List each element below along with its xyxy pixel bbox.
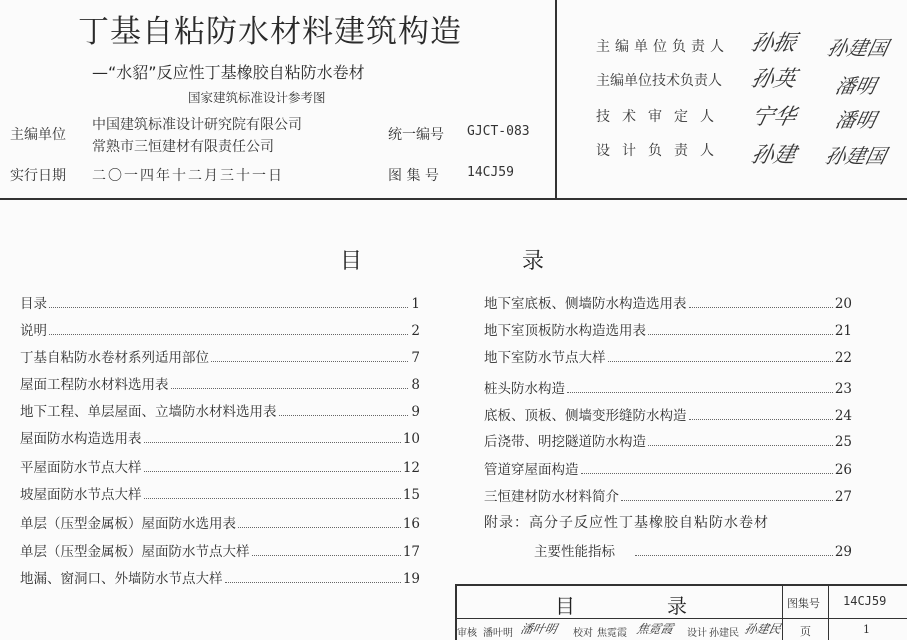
toc-leader xyxy=(608,361,833,362)
toc-item xyxy=(484,377,852,397)
toc-leader xyxy=(144,498,401,499)
toc-heading-left: 目 xyxy=(340,249,363,274)
toc-item xyxy=(484,319,852,339)
toc-item-title: 地下室顶板防水构造选用表 xyxy=(484,323,646,339)
title-block-name-left: 目 xyxy=(555,594,575,618)
toc-item-title: 说明 xyxy=(20,323,47,339)
editor-name-2: 常熟市三恒建材有限责任公司 xyxy=(92,139,274,155)
toc-item-page: 9 xyxy=(411,404,420,420)
toc-leader xyxy=(211,361,408,362)
title-block-page-label: 页 xyxy=(800,625,811,638)
toc-item-title: 单层（压型金属板）屋面防水选用表 xyxy=(20,516,236,532)
signature-3b: 潘明 xyxy=(833,108,879,132)
toc-leader xyxy=(144,442,401,443)
toc-item-page: 24 xyxy=(834,408,852,424)
page-subtitle: —“水貂”反应性丁基橡胶自粘防水卷材 xyxy=(92,63,365,82)
toc-item-title: 地下室底板、侧墙防水构造选用表 xyxy=(484,296,687,312)
toc-item xyxy=(20,319,420,339)
toc-item-page: 21 xyxy=(834,323,852,339)
toc-leader xyxy=(171,388,409,389)
toc-item-page: 22 xyxy=(834,350,852,366)
header-divider xyxy=(555,0,557,198)
page-title: 丁基自粘防水材料建筑构造 xyxy=(78,14,462,50)
toc-item-title: 单层（压型金属板）屋面防水节点大样 xyxy=(20,544,250,560)
toc-item-title: 三恒建材防水材料简介 xyxy=(484,489,619,505)
responsible-role-2: 主编单位技术负责人 xyxy=(596,73,722,89)
toc-item-title: 管道穿屋面构造 xyxy=(484,462,579,478)
toc-leader xyxy=(225,582,401,583)
toc-item-title: 丁基自粘防水卷材系列适用部位 xyxy=(20,350,209,366)
toc-item-title: 平屋面防水节点大样 xyxy=(20,460,142,476)
toc-item-page: 20 xyxy=(834,296,852,312)
toc-leader xyxy=(144,471,401,472)
signature-2b: 潘明 xyxy=(833,74,879,98)
toc-item-title: 地下室防水节点大样 xyxy=(484,350,606,366)
toc-item xyxy=(484,292,852,312)
toc-item-title: 屋面工程防水材料选用表 xyxy=(20,377,169,393)
reference-label: 国家建筑标准设计参考图 xyxy=(188,90,326,105)
toc-item-title: 地下工程、单层屋面、立墙防水材料选用表 xyxy=(20,404,277,420)
toc-appendix-line2 xyxy=(534,540,852,560)
responsible-role-1: 主编单位负责人 xyxy=(596,39,729,55)
toc-leader xyxy=(49,307,408,308)
sign-signature-review: 潘叶明 xyxy=(519,622,559,636)
toc-item-title: 目录 xyxy=(20,296,47,312)
effective-label: 实行日期 xyxy=(10,168,66,184)
title-block xyxy=(455,584,907,640)
toc-item xyxy=(484,458,852,478)
toc-heading-right: 录 xyxy=(522,249,545,274)
toc-item-page: 7 xyxy=(411,350,420,366)
toc-leader xyxy=(567,392,833,393)
signature-1b: 孙建国 xyxy=(825,36,891,60)
title-block-atlas-number: 14CJ59 xyxy=(843,594,887,608)
toc-item-page: 25 xyxy=(834,434,852,450)
signature-4b: 孙建国 xyxy=(823,144,889,168)
title-block-atlas-label: 图集号 xyxy=(787,597,820,610)
toc-item-page: 1 xyxy=(411,296,420,312)
sign-signature-design: 孙建民 xyxy=(743,622,783,636)
signature-2a: 孙英 xyxy=(748,67,799,92)
toc-item xyxy=(20,373,420,393)
toc-item-title: 后浇带、明挖隧道防水构造 xyxy=(484,434,646,450)
toc-item-page: 8 xyxy=(411,377,420,393)
toc-item xyxy=(484,485,852,505)
toc-item xyxy=(484,404,852,424)
sign-label-design: 设计 xyxy=(687,628,707,639)
toc-leader xyxy=(581,473,833,474)
toc-leader xyxy=(279,415,409,416)
editor-name-1: 中国建筑标准设计研究院有限公司 xyxy=(92,117,302,133)
toc-item-title: 屋面防水构造选用表 xyxy=(20,431,142,447)
toc-item-page: 17 xyxy=(402,544,420,560)
toc-item xyxy=(20,400,420,420)
toc-item-page: 12 xyxy=(402,460,420,476)
toc-item-page: 29 xyxy=(834,544,852,560)
toc-item-page: 2 xyxy=(411,323,420,339)
toc-item-title: 桩头防水构造 xyxy=(484,381,565,397)
toc-item xyxy=(484,346,852,366)
toc-item-page: 26 xyxy=(834,462,852,478)
responsible-role-4: 设计负责人 xyxy=(596,143,726,159)
sign-label-review: 审核 xyxy=(457,628,477,639)
sign-label-check: 校对 xyxy=(573,628,593,639)
toc-leader xyxy=(648,334,833,335)
toc-item-title: 坡屋面防水节点大样 xyxy=(20,487,142,503)
toc-item-title: 主要性能指标 xyxy=(534,544,615,560)
toc-item xyxy=(20,292,420,312)
toc-item xyxy=(20,567,420,587)
sign-signature-check: 焦霓霞 xyxy=(635,622,675,636)
toc-item-title: 底板、顶板、侧墙变形缝防水构造 xyxy=(484,408,687,424)
responsible-role-3: 技术审定人 xyxy=(596,109,726,125)
toc-item xyxy=(20,456,420,476)
code-value: GJCT-083 xyxy=(467,124,530,139)
sign-name-check: 焦霓霞 xyxy=(597,628,627,639)
toc-leader xyxy=(621,500,833,501)
atlas-label: 图 集 号 xyxy=(388,168,439,184)
effective-date: 二〇一四年十二月三十一日 xyxy=(92,168,284,184)
toc-item-page: 23 xyxy=(834,381,852,397)
toc-item xyxy=(484,430,852,450)
signature-1a: 孙振 xyxy=(748,31,799,56)
toc-item xyxy=(20,512,420,532)
toc-item-page: 19 xyxy=(402,571,420,587)
sign-name-review: 潘叶明 xyxy=(483,628,513,639)
toc-leader xyxy=(252,555,401,556)
toc-appendix-line1: 附录：高分子反应性丁基橡胶自粘防水卷材 xyxy=(484,515,769,531)
toc-leader xyxy=(238,527,401,528)
toc-item xyxy=(20,483,420,503)
sign-name-design: 孙建民 xyxy=(709,628,739,639)
signature-4a: 孙建 xyxy=(748,143,799,168)
header-bottom-border xyxy=(0,198,907,200)
title-block-page-number: 1 xyxy=(863,623,870,636)
toc-item-page: 16 xyxy=(402,516,420,532)
toc-item xyxy=(20,540,420,560)
title-block-name-right: 录 xyxy=(667,594,687,618)
toc-item xyxy=(20,346,420,366)
toc-item-page: 10 xyxy=(402,431,420,447)
toc-leader xyxy=(689,419,833,420)
toc-leader xyxy=(648,445,833,446)
toc-item-page: 15 xyxy=(402,487,420,503)
editor-label: 主编单位 xyxy=(10,127,66,143)
toc-leader xyxy=(689,307,833,308)
toc-item xyxy=(20,427,420,447)
toc-leader xyxy=(49,334,408,335)
code-label: 统一编号 xyxy=(388,127,444,143)
signature-3a: 宁华 xyxy=(748,105,799,130)
toc-leader xyxy=(635,555,833,556)
atlas-number: 14CJ59 xyxy=(467,165,514,180)
toc-item-page: 27 xyxy=(834,489,852,505)
toc-item-title: 地漏、窗洞口、外墙防水节点大样 xyxy=(20,571,223,587)
